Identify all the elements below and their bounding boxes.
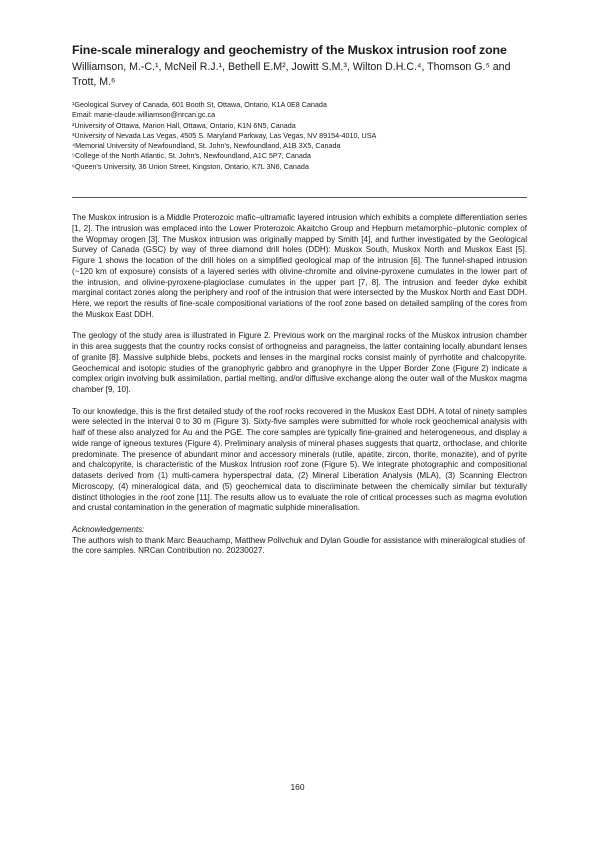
affiliation-4: ⁴Memorial University of Newfoundland, St. John's, Newfoundland, A1B 3X5, Canada	[72, 141, 341, 151]
author-list: Williamson, M.-C.¹, McNeil R.J.¹, Bethell E.M², Jowitt S.M.³, Wilton D.H.C.⁴, Thomson G.⁵ and Trott, M.⁶	[72, 61, 511, 88]
acknowledgements-heading: Acknowledgements:	[72, 524, 145, 534]
paragraph-geology: The geology of the study area is illustrated in Figure 2. Previous work on the marginal rocks of the Muskox intrusion chamber in this area suggests that the country rocks consist of orthogneiss and paragneiss, the latter containing locally abundant lenses of granite [8]. Massive sulphide blebs, pockets and lenses in the marginal rocks consist mainly of pyrrhotite and chalcopyrite. Geochemical and isotopic studies of the granophyric gabbro and granophyre in the Upper Border Zone (Figure 2) indicate a complex origin involving bulk assimilation, partial melting, and/or diffusive exchange along the outer wall of the Muskox magma chamber [9, 10].	[72, 331, 527, 394]
horizontal-rule	[72, 197, 527, 198]
paper-title: Fine-scale mineralogy and geochemistry of the Muskox intrusion roof zone	[72, 43, 507, 57]
affiliation-1: ¹Geological Survey of Canada, 601 Booth St, Ottawa, Ontario, K1A 0E8 Canada	[72, 100, 327, 109]
abstract-body	[72, 213, 527, 557]
paragraph-study: To our knowledge, this is the first detailed study of the roof rocks recovered in the Muskox East DDH. A total of ninety samples were selected in the interval 0 to 30 m (Figure 3). Sixty-five samples were submitted for whole rock geochemical analysis with half of these also analyzed for Au and the PGE. The core samples are typically fine-grained and heterogeneous, and display a wide range of igneous textures (Figure 4). Preliminary analysis of mineral phases suggests that quartz, orthoclase, and chlorite predominate. The presence of abundant minor and accessory minerals (rutile, apatite, zircon, thorite, monazite), and of pyrite and chalcopyrite, is characteristic of the Muskox Intrusion roof zone (Figure 5). We integrate photographic and compositional datasets derived from (1) multi-camera hyperspectral data, (2) Mineral Liberation Analysis (MLA), (3) Scanning Electron Microscopy, (4) mineralogical data, and (5) geochemical data to discriminate between the chemically similar but texturally distinct lithologies in the roof zone [11]. The results allow us to evaluate the role of critical processes such as magma evolution and crustal contamination in the generation of magmatic sulphide mineralisation.	[72, 406, 527, 513]
affiliation-6: ⁶Queen's University, 36 Union Street, Kingston, Ontario, K7L 3N6, Canada	[72, 161, 309, 171]
paragraph-intro: The Muskox intrusion is a Middle Proterozoic mafic–ultramafic layered intrusion which exhibits a complete differentiation series [1, 2]. The intrusion was emplaced into the Lower Proterozoic Akaitcho Group and Hepburn metamorphic–plutonic complex of the Wopmay orogen [3]. The Muskox intrusion was originally mapped by Smith [4], and further investigated by the Geological Survey of Canada (GSC) by way of three diamond drill holes (DDH): Muskox South, Muskox North and Muskox East [5]. Figure 1 shows the location of the drill holes on a simplified geological map of the intrusion [6]. The funnel-shaped intrusion (~120 km of exposure) consists of a layered series with olivine-chromite and olivine-pyroxene cumulates in the lower part of the intrusion, and olivine-pyroxene-plagioclase cumulates in the upper part [7, 8]. The intrusion and feeder dyke exhibit marginal contact zones along the periphery and roof of the intrusion that were intersected by the Muskox North and East DDH. Here, we report the results of fine-scale compositional variations of the roof zone based on detailed sampling of the cores from the Muskox East DDH.	[72, 213, 527, 319]
page-number: 160	[290, 782, 305, 792]
acknowledgements-text: The authors wish to thank Marc Beauchamp, Matthew Polivchuk and Dylan Goudie for assistance with mineralogical studies of the core samples. NRCan Contribution no. 20230027.	[72, 535, 526, 556]
affiliation-3: ³University of Nevada Las Vegas, 4505 S. Maryland Parkway, Las Vegas, NV 89154-4010, USA	[72, 130, 377, 140]
affiliation-5: ⁵College of the North Atlantic, St. John's, Newfoundland, A1C 5P7, Canada	[72, 151, 311, 161]
affiliation-2: ²University of Ottawa, Marion Hall, Ottawa, Ontario, K1N 6N5, Canada	[72, 120, 296, 130]
affiliation-email: Email: marie-claude.williamson@nrcan.gc.ca	[72, 110, 216, 120]
affiliations	[72, 100, 527, 172]
